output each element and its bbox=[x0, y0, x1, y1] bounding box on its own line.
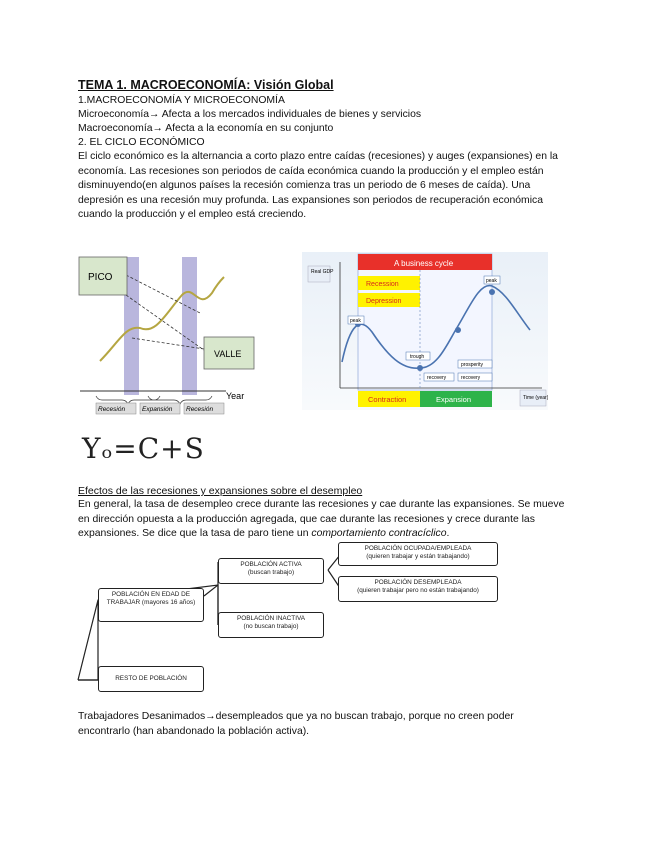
x-axis-label: Time (year) bbox=[523, 395, 548, 401]
peak-point-2 bbox=[489, 289, 495, 295]
macro-definition: Macroeconomía→ Afecta a la economía en su conjunto bbox=[78, 123, 334, 134]
recovery-point bbox=[455, 327, 461, 333]
recession-band-2 bbox=[182, 257, 197, 395]
employed-label: POBLACIÓN OCUPADA/EMPLEADA bbox=[364, 545, 472, 552]
working-age-label: POBLACIÓN EN EDAD DE TRABAJAR (mayores 16 años) bbox=[106, 591, 196, 606]
phase-label-1: Recesión bbox=[98, 406, 126, 413]
business-cycle-chart bbox=[302, 252, 548, 410]
section-heading-2: 2. EL CICLO ECONÓMICO bbox=[78, 137, 205, 148]
page-title: TEMA 1. MACROECONOMÍA: Visión Global bbox=[78, 78, 334, 92]
active-label: POBLACIÓN ACTIVA bbox=[240, 561, 302, 568]
employed-sublabel: (quieren trabajar y están trabajando) bbox=[366, 552, 470, 560]
inactive-sublabel: (no buscan trabajo) bbox=[243, 622, 299, 630]
discouraged-workers: Trabajadores Desanimados→desempleados que ya no buscan trabajo, porque no creen poder encontrarlo (han abandonado la población activa). bbox=[78, 711, 514, 737]
phase-label-3: Recesión bbox=[186, 406, 214, 413]
inactive-box bbox=[218, 612, 324, 638]
expansion-label: Expansion bbox=[436, 395, 472, 404]
section-heading-3: Efectos de las recesiones y expansiones sobre el desempleo bbox=[78, 485, 363, 497]
section-heading-1: 1.MACROECONOMÍA Y MICROECONOMÍA bbox=[78, 95, 285, 106]
peak-label-1: peak bbox=[350, 318, 361, 324]
prosperity-label: prosperity bbox=[461, 362, 483, 368]
handwritten-formula: Yₒ=C+S bbox=[82, 432, 205, 465]
plot-frame bbox=[358, 254, 492, 390]
trough-label: trough bbox=[410, 354, 425, 360]
active-box bbox=[218, 558, 324, 584]
depression-label: Depression bbox=[366, 298, 402, 305]
business-cycle-sketch bbox=[78, 253, 258, 418]
unemployed-box bbox=[338, 576, 498, 602]
active-sublabel: (buscan trabajo) bbox=[247, 568, 295, 576]
rest-box bbox=[98, 666, 204, 692]
inactive-label: POBLACIÓN INACTIVA bbox=[236, 615, 306, 622]
peak-label-2: peak bbox=[486, 278, 497, 284]
working-age-box bbox=[98, 588, 204, 622]
unemployed-label: POBLACIÓN DESEMPLEADA bbox=[374, 579, 462, 586]
recovery-label: recovery bbox=[427, 375, 447, 381]
cycle-paragraph: El ciclo económico es la alternancia a corto plazo entre caídas (recesiones) y auges (expansiones) en la economía. Las recesiones son periodos de caída económica cuando la producción y el empleo están disminuyendo(en algunos países la recesión comienza tras un periodo de 6 meses de caída). Una depresión es una recesión muy profunda. Las expansiones son periodos de recuperación económica cuando la producción y el empleo está creciendo. bbox=[78, 151, 558, 220]
phase-label-2: Expansión bbox=[142, 406, 173, 413]
unemployed-sublabel: (quieren trabajar pero no están trabajando) bbox=[357, 586, 479, 594]
contraction-label: Contraction bbox=[368, 395, 407, 404]
unemployment-text: En general, la tasa de desempleo crece durante las recesiones y cae durante las expansiones. Se mueve en dirección opuesta a la producción agregada, que cae durante las recesiones y crece durante las expansiones. Se dice que la tasa de paro tiene un bbox=[78, 499, 565, 539]
recession-label: Recession bbox=[366, 281, 399, 288]
valle-label: VALLE bbox=[214, 349, 242, 359]
micro-definition: Microeconomía→ Afecta a los mercados individuales de bienes y servicios bbox=[78, 109, 422, 120]
unemployment-paragraph: En general, la tasa de desempleo crece durante las recesiones y cae durante las expansiones. Se mueve en dirección opuesta a la producción agregada, que cae durante las recesiones y crece durante las expansiones. Se dice que la tasa de paro tiene un comportamiento contracíclico. bbox=[78, 499, 565, 539]
employed-box bbox=[338, 542, 498, 566]
recovery-label-2: recovery bbox=[461, 375, 481, 381]
axis-label: Year bbox=[226, 391, 245, 401]
trough-point bbox=[417, 365, 423, 371]
rest-label: RESTO DE POBLACIÓN bbox=[115, 675, 187, 682]
y-axis-label: Real GDP bbox=[311, 269, 334, 275]
pico-label: PICO bbox=[88, 272, 113, 283]
countercyclical-term: comportamiento contracíclico bbox=[311, 528, 447, 539]
chart-title: A business cycle bbox=[394, 259, 454, 268]
